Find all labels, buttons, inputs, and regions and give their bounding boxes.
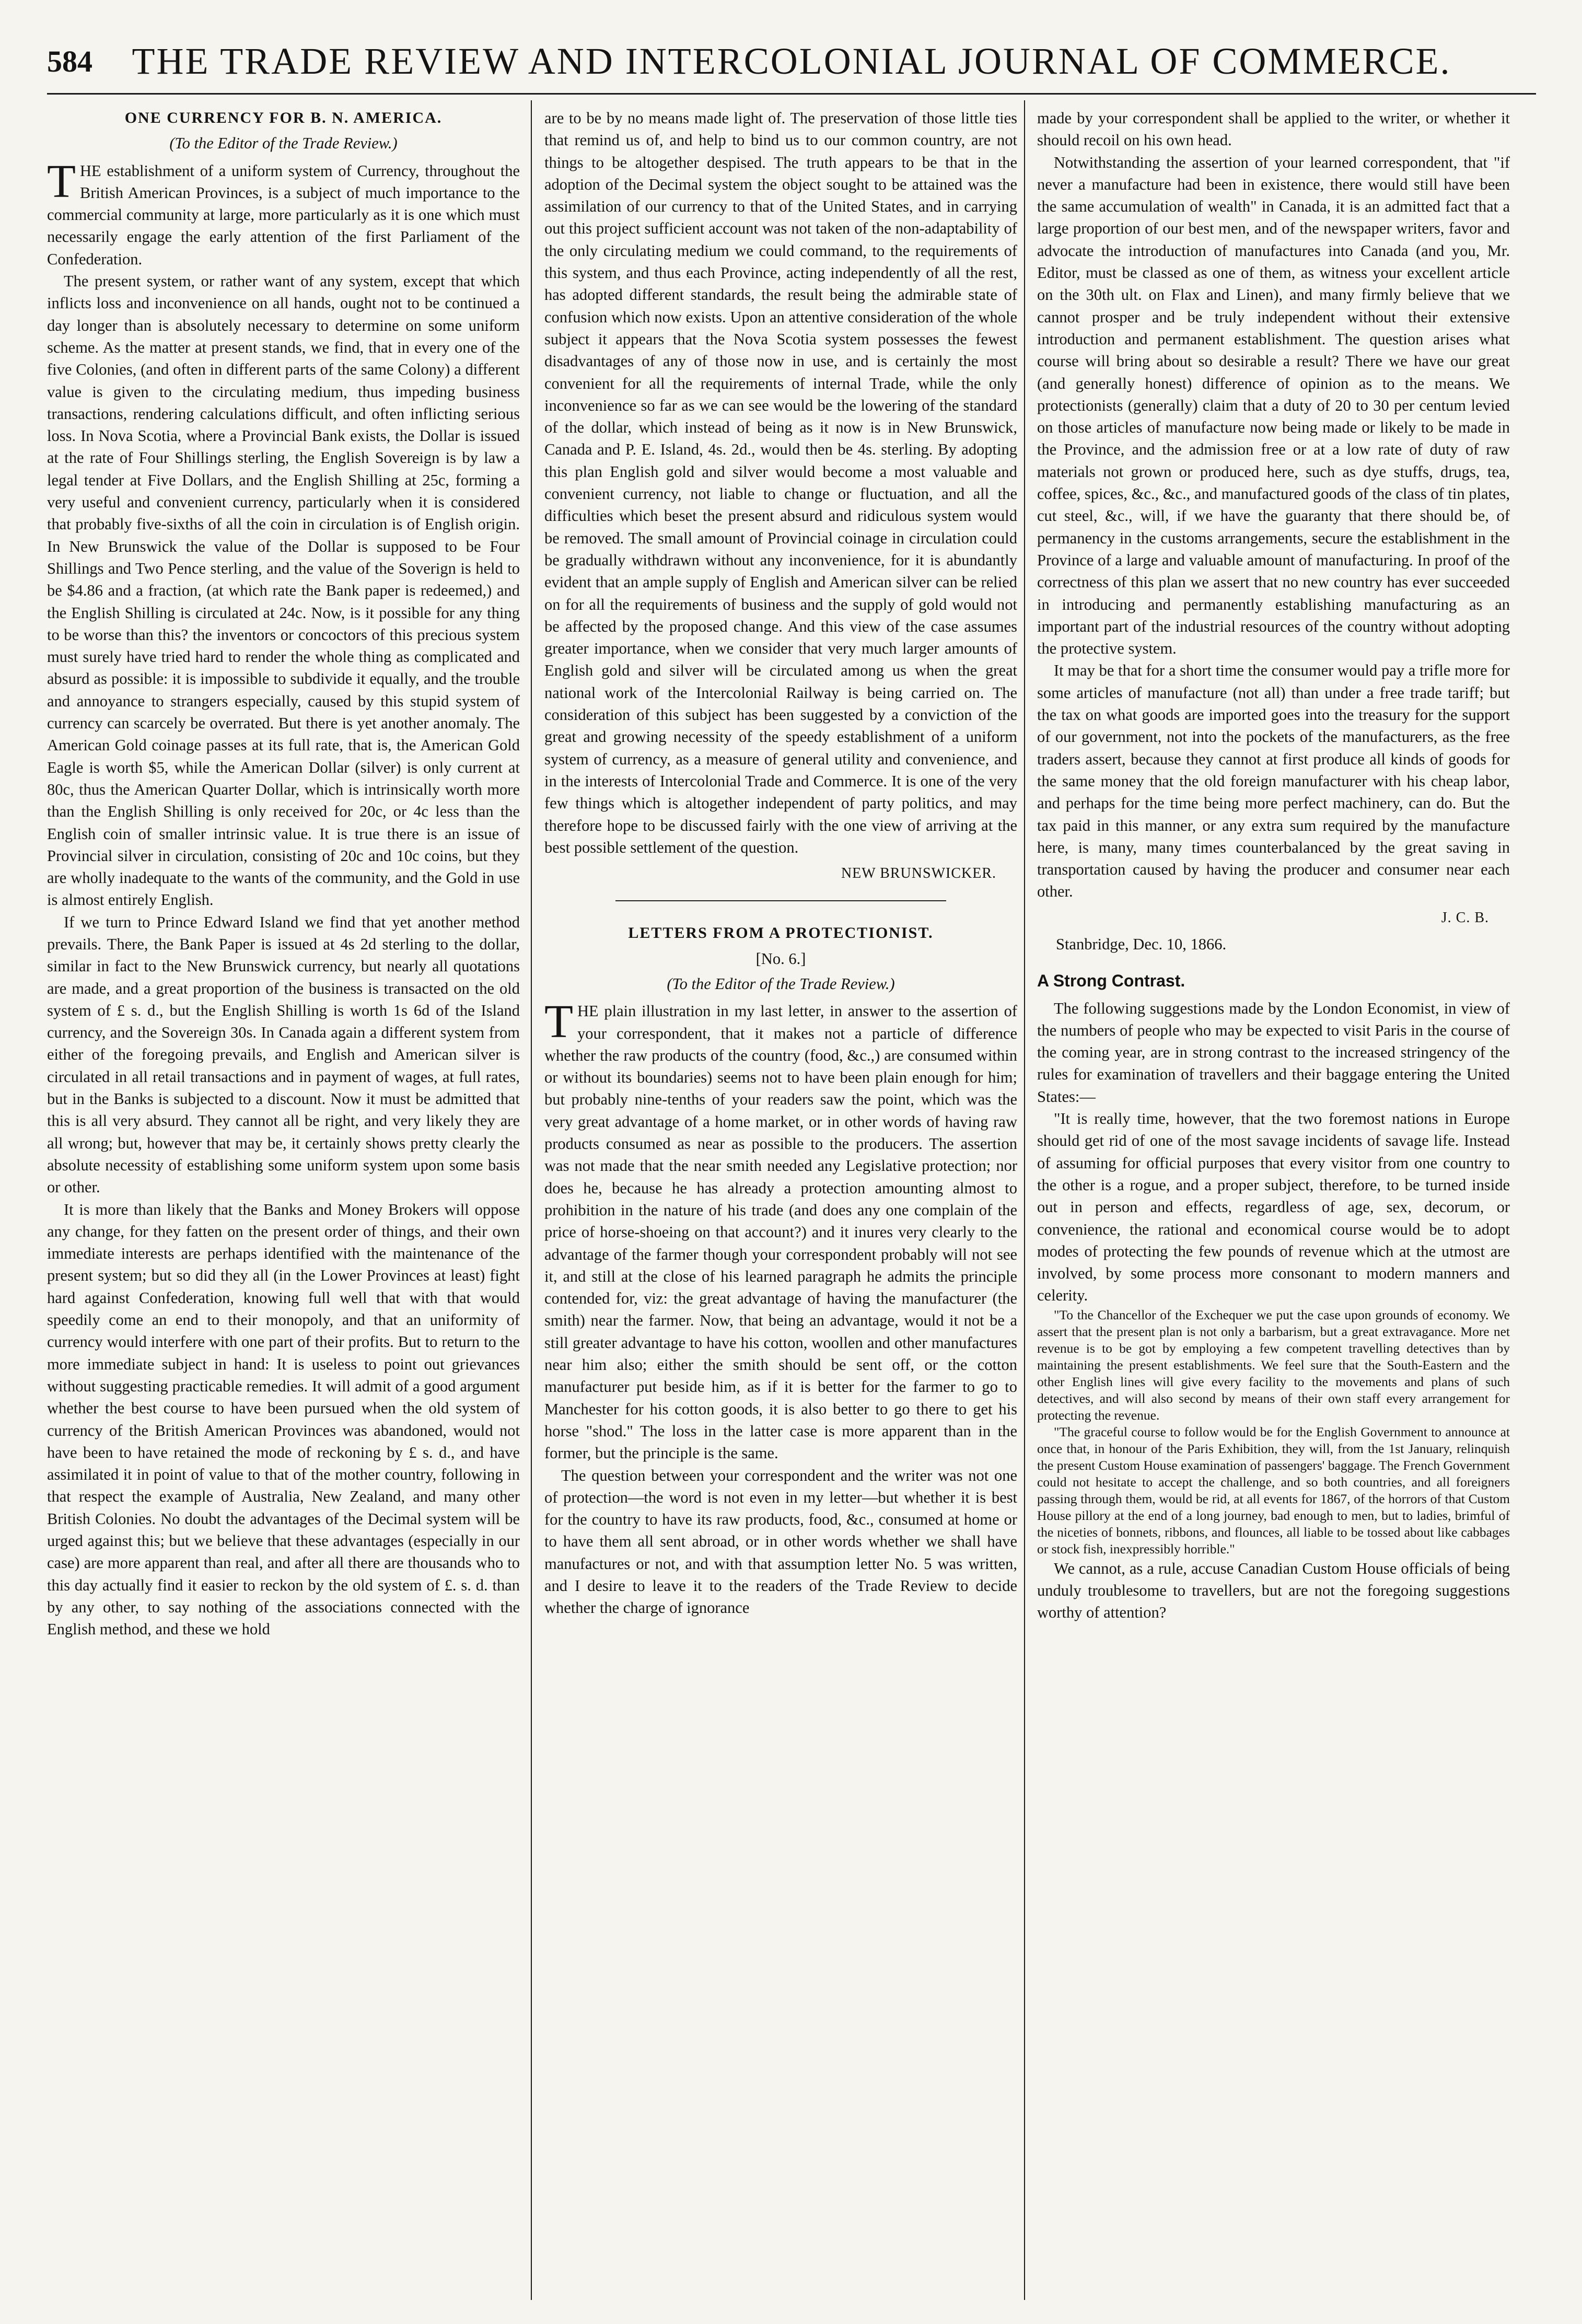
section-divider — [615, 900, 947, 901]
column-3 — [1037, 107, 1510, 2312]
article-signature: J. C. B. — [1441, 909, 1489, 926]
letter-number: [No. 6.] — [755, 949, 806, 968]
dateline: Stanbridge, Dec. 10, 1866. — [1056, 935, 1227, 953]
page-header — [47, 37, 1536, 84]
masthead-title: THE TRADE REVIEW AND INTERCOLONIAL JOURNAL OF COMMERCE. — [132, 40, 1451, 82]
quoted-paragraph: "To the Chancellor of the Exchequer we put the case upon grounds of economy. We assert that the present plan is not only a barbarism, but a great extravagance. More net revenue is to be got by employing a few competent travelling detectives than by maintaining the present establishments. We feel sure that the South-Eastern and the other English lines will give every facility to the movements and plans of such detectives, and will also second by means of their own staff every arrangement for protecting the revenue. — [1037, 1307, 1510, 1423]
column-rule-1 — [531, 100, 532, 2300]
article-title-protectionist: LETTERS FROM A PROTECTIONIST. — [628, 924, 934, 942]
column-2 — [544, 107, 1017, 2312]
column-1 — [47, 107, 520, 2312]
to-editor-line: (To the Editor of the Trade Review.) — [667, 974, 895, 993]
article-paragraph: If we turn to Prince Edward Island we find that yet another method prevails. There, the Bank Paper is issued at 4s 2d sterling to the dollar, similar in fact to the New Brunswick currency, but nearly all quotations are made, and a great proportion of the business is transacted on the old system of £ s. d., but the English Shilling is worth 1s 6d of the Island currency, and the Sovereign 30s. In Canada again a different system from either of the foregoing prevails, and English and American silver is circulated in all retail transactions and in payment of wages, at full rates, but in the Banks is subjected to a discount. Now it must be admitted that this is all very absurd. They cannot all be right, and very likely they are all wrong; but, however that may be, it certainly shows pretty clearly the absolute necessity of establishing some uniform system upon some basis or other. — [47, 913, 520, 1196]
article-paragraph: The following suggestions made by the London Economist, in view of the numbers of people who may be expected to visit Paris in the course of the coming year, are in strong contrast to the increased stringency of the rules for examination of travellers and their baggage entering the United States:— — [1037, 999, 1510, 1106]
article-signature: NEW BRUNSWICKER. — [841, 865, 996, 882]
article-paragraph: are to be by no means made light of. The preservation of those little ties that remind us of, and help to bind us to our common country, are not things to be altogether despised. The truth appears to be that in the adoption of the Decimal system the object sought to be attained was the assimilation of our currency to that of the United States, and in carrying out this project sufficient account was not taken of the non-adaptability of the only circulating medium we could command, to the requirements of this system, and thus each Province, acting independently of all the rest, has adopted different standards, the result being the admirable state of confusion which now exists. Upon an attentive consideration of the whole subject it appears that the Nova Scotia system possesses the fewest disadvantages of any of those now in use, and is certainly the most convenient for all the requirements of internal Trade, while the only inconvenience so far as we can see would be the lowering of the standard of the dollar, which instead of being as it now is in New Brunswick, Canada and P. E. Island, 4s. 2d., would then be 4s. sterling. By adopting this plan English gold and silver would become a most valuable and convenient currency, not liable to change or fluctuation, and all the difficulties which beset the present absurd and ridiculous system would be removed. The small amount of Provincial coinage in circulation could be gradually withdrawn without any inconvenience, for it is abundantly evident that an ample supply of English and American silver can be relied on for all the requirements of business and the supply of gold would not be affected by the proposed change. And this view of the case assumes greater importance, when we consider that very much larger amounts of English gold and silver will be circulated among us when the great national work of the Intercolonial Railway is being carried on. The consideration of this subject has been suggested by a conviction of the great and growing necessity of the speedy establishment of a uniform system of currency, as a measure of general utility and convenience, and in the interests of Intercolonial Trade and Commerce. It is one of the very few things which is altogether independent of party politics, and may therefore hope to be discussed fairly with the one view of arriving at the best possible settlement of the question. — [544, 109, 1017, 856]
article-title-contrast: A Strong Contrast. — [1037, 971, 1185, 991]
article-paragraph: The present system, or rather want of any system, except that which inflicts loss and inconvenience on all hands, ought not to be continued a day longer than is absolutely necessary to determine on some uniform scheme. As the matter at present stands, we find, that in every one of the five Colonies, (and often in different parts of the same Colony) a different value is given to the circulating medium, thus impeding business transactions, rendering calculations difficult, and often inflicting serious loss. In Nova Scotia, where a Provincial Bank exists, the Dollar is issued at the rate of Four Shillings sterling, the English Sovereign is by law a legal tender at Five Dollars, and the English Shilling at 25c, forming a very useful and convenient currency, particularly when it is considered that probably five-sixths of all the coin in circulation is of English origin. In New Brunswick the value of the Dollar is supposed to be Four Shillings and Two Pence sterling, and the value of the Soverign is held to be $4.86 and a fraction, (at which rate the Bank paper is redeemed,) and the English Shilling is circulated at 24c. Now, is it possible for any thing to be worse than this? the inventors or concoctors of this precious system must surely have tried hard to render the whole thing as complicated and absurd as possible: it is impossible to subdivide it equally, and the trouble and annoyance to strangers especially, caused by this stupid system of currency can scarcely be overrated. But there is yet another anomaly. The American Gold coinage passes at its full rate, that is, the American Gold Eagle is worth $5, while the American Dollar (silver) is only current at 80c, thus the American Quarter Dollar, which is intrinsically worth more than the English Shilling is only received for 20c, or 4c less than the English coin of smaller intrinsic value. It is true there is an issue of Provincial silver in circulation, consisting of 20c and 10c coins, but they are wholly inadequate to the wants of the community, and the Gold in use is almost entirely English. — [47, 272, 520, 909]
article-paragraph: We cannot, as a rule, accuse Canadian Custom House officials of being unduly troublesome to travellers, but are not the foregoing suggestions worthy of attention? — [1037, 1559, 1510, 1622]
article-paragraph: Notwithstanding the assertion of your learned correspondent, that "if never a manufacture had been in existence, there would still have been the same accumulation of wealth" in Canada, it is an admitted fact that a large proportion of our best men, and of the newspaper writers, favor and advocate the introduction of manufactures into Canada (and you, Mr. Editor, must be classed as one of them, as witness your excellent article on the 30th ult. on Flax and Linen), and many firmly believe that we cannot prosper and be truly independent without their extensive introduction and permanent establishment. The question arises what course will bring about so desirable a result? There we have our great (and generally honest) difference of opinion as to the means. We protectionists (generally) claim that a duty of 20 to 30 per centum levied on those articles of manufacture now being made or likely to be made in the Province, and the admission free or at a low rate of duty of raw materials not grown or produced here, such as dye stuffs, drugs, tea, coffee, spices, &c., &c., and manufactured goods of the class of tin plates, cut steel, &c., will, if we have the guaranty that there should be, of permanency in the customs arrangements, secure the establishment in the Province of a large and valuable amount of manufacturing. In proof of the correctness of this plan we assert that no new country has ever succeeded in introducing and permanently establishing manufacturing as an important part of the industrial resources of the country without adopting the protective system. — [1037, 153, 1510, 658]
to-editor-line: (To the Editor of the Trade Review.) — [169, 134, 398, 153]
page-number: 584 — [47, 44, 92, 78]
article-paragraph: The question between your correspondent and the writer was not one of protection—the word is not even in my letter—but whether it is best for the country to have its raw products, food, &c., consumed at home or to have them all sent abroad, or in other words whether we shall have manufactures or not, and with that assumption letter No. 5 was written, and I desire to leave it to the readers of the Trade Review to decide whether the charge of ignorance — [544, 1466, 1017, 1617]
drop-cap: T — [544, 996, 573, 1048]
article-paragraph: It may be that for a short time the consumer would pay a trifle more for some articles of manufacture (not all) than under a free trade tariff; but the tax on what goods are imported goes into the treasury for the support of our government, not into the pockets of the manufacturers, as the free traders assert, because they cannot at first produce all kinds of goods for the same money that the old foreign manufacturer with his cheap labor, and perhaps for the time being more perfect machinery, can do. But the tax paid in this manner, or any extra sum required by the manufacture here, is many, many times counterbalanced by the great saving in transportation caused by having the producer and consumer near each other. — [1037, 661, 1510, 901]
article-title-currency: ONE CURRENCY FOR B. N. AMERICA. — [124, 109, 443, 126]
article-paragraph: made by your correspondent shall be applied to the writer, or whether it should recoil on his own head. — [1037, 109, 1510, 149]
header-rule — [47, 93, 1536, 95]
article-paragraph: THE establishment of a uniform system of Currency, throughout the British American Provinces, is a subject of much importance to the commercial community at large, more particularly as it is one which must necessarily engage the early attention of the first Parliament of the Confederation. — [47, 155, 520, 268]
article-paragraph: THE plain illustration in my last letter, in answer to the assertion of your correspondent, that it makes not a particle of difference whether the raw products of the country (food, &c.,) are consumed within or without its boundaries) seems not to have been plain enough for him; but probably nine-tenths of your readers saw the point, which was the very great advantage of a home market, or in other words of having raw products consumed as near as possible to the producers. The assertion was not made that the near smith needed any Legislative protection; nor does he, because he has already a protection amounting almost to prohibition in the nature of his trade (and does any one complain of the price of horse-shoeing on that account?) and it inures very clearly to the advantage of the farmer though your correspondent probably will not see it, and still at the close of his learned paragraph he admits the principle contended for, viz: the great advantage of having the manufacturer (the smith) near the farmer. Now, that being an advantage, would it not be a still greater advantage to have his cotton, woollen and other manufactures near him also; either the smith should be sent off, or the cotton manufacturer put beside him, as if it is better for the farmer to go to Manchester for his cotton goods, it is also better to go there to get his horse "shod." The loss in the latter case is more apparent than in the former, but the principle is the same. — [544, 996, 1017, 1462]
column-rule-2 — [1024, 100, 1025, 2300]
quoted-paragraph: "The graceful course to follow would be for the English Government to announce at once that, in honour of the Paris Exhibition, they will, from the 1st January, relinquish the present Custom House examination of passengers' baggage. The French Government could not hesitate to accept the challenge, and so both countries, and all foreigners passing through them, would be rid, at all events for 1867, of the horrors of that Custom House pillory at the end of a long journey, bad enough to men, but to ladies, brimful of the niceties of bonnets, ribbons, and flounces, all liable to be tossed about like cabbages or stock fish, inexpressibly horrible." — [1037, 1424, 1510, 1556]
article-paragraph: It is more than likely that the Banks and Money Brokers will oppose any change, for they fatten on the present order of things, and their own immediate interests are perhaps identified with the maintenance of the present system; but so did they all (in the Lower Provinces at least) fight hard against Confederation, knowing full well that with that would speedily come an end to their monopoly, and that an uniformity of currency would interfere with one part of their profits. But to return to the more immediate subject in hand: It is useless to point out grievances without suggesting practicable remedies. It will admit of a good argument whether the best course to have been pursued when the old system of currency of the British American Provinces was abandoned, would not have been to have retained the mode of reckoning by £ s. d., and have assimilated it in point of value to that of the mother country, following in that respect the example of Australia, New Zealand, and many other British Colonies. No doubt the advantages of the Decimal system will be urged against this; but we believe that these advantages (especially in our case) are more apparent than real, and after all there are thousands who to this day actually find it easier to reckon by the old system of £. s. d. than by any other, to say nothing of the associations connected with the English method, and these we hold — [47, 1200, 520, 1639]
drop-cap: T — [47, 155, 76, 207]
quoted-paragraph: "It is really time, however, that the two foremost nations in Europe should get rid of one of the most savage incidents of savage life. Instead of assuming for official purposes that every visitor from one country to the other is a rogue, and a proper subject, therefore, to be turned inside out in person and effects, regardless of age, sex, decorum, or convenience, the rational and economical course would be to adopt modes of protecting the few pounds of revenue which at the utmost are involved, by some process more consonant to modern manners and celerity. — [1037, 1110, 1510, 1305]
